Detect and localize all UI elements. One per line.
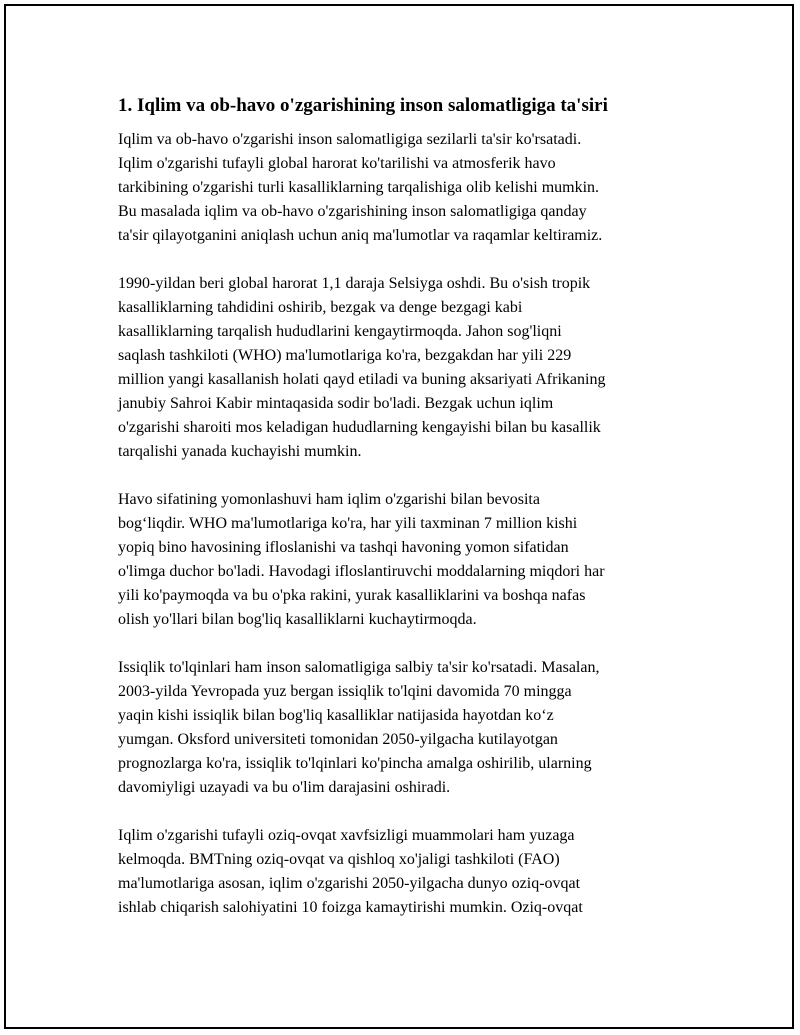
text-line: ta'sir qilayotganini aniqlash uchun aniq ma'lumotlar va raqamlar keltiramiz. [118, 227, 603, 244]
text-line: Iqlim o'zgarishi tufayli oziq-ovqat xavfsizligi muammolari ham yuzaga [118, 827, 575, 844]
text-line: davomiyligi uzayadi va bu o'lim darajasini oshiradi. [118, 779, 451, 796]
text-line: kasalliklarning tahdidini oshirib, bezgak va denge bezgagi kabi [118, 299, 523, 316]
paragraph-intro [118, 128, 688, 248]
text-line: Iqlim o'zgarishi tufayli global harorat ko'tarilishi va atmosferik havo [118, 155, 556, 172]
text-line: o'limga duchor bo'ladi. Havodagi ifloslantiruvchi moddalarning miqdori har [118, 563, 605, 580]
text-line: kasalliklarning tarqalish hududlarini kengaytirmoqda. Jahon sog'liqni [118, 323, 562, 340]
text-line: Issiqlik to'lqinlari ham inson salomatligiga salbiy ta'sir ko'rsatadi. Masalan, [118, 659, 600, 676]
text-line: 1990-yildan beri global harorat 1,1 daraja Selsiyga oshdi. Bu o'sish tropik [118, 275, 591, 292]
text-line: ma'lumotlariga asosan, iqlim o'zgarishi 2050-yilgacha dunyo oziq-ovqat [118, 875, 581, 892]
text-line: million yangi kasallanish holati qayd etiladi va buning aksariyati Afrikaning [118, 371, 606, 388]
text-line: ishlab chiqarish salohiyatini 10 foizga kamaytirishi mumkin. Oziq-ovqat [118, 899, 583, 916]
text-line: Havo sifatining yomonlashuvi ham iqlim o'zgarishi bilan bevosita [118, 491, 540, 508]
text-line: kelmoqda. BMTning oziq-ovqat va qishloq xo'jaligi tashkiloti (FAO) [118, 851, 560, 868]
section-title: 1. Iqlim va ob-havo o'zgarishining inson salomatligiga ta'siri [118, 95, 608, 116]
text-line: janubiy Sahroi Kabir mintaqasida sodir bo'ladi. Bezgak uchun iqlim [118, 395, 554, 412]
text-line: olish yo'llari bilan bog'liq kasalliklarni kuchaytirmoqda. [118, 611, 477, 628]
document-body [118, 94, 688, 944]
paragraph-malaria [118, 272, 688, 464]
text-line: tarqalishi yanada kuchayishi mumkin. [118, 443, 362, 460]
text-line: Bu masalada iqlim va ob-havo o'zgarishining inson salomatligiga qanday [118, 203, 587, 220]
text-line: yili ko'paymoqda va bu o'pka rakini, yurak kasalliklarini va boshqa nafas [118, 587, 586, 604]
text-line: Iqlim va ob-havo o'zgarishi inson salomatligiga sezilarli ta'sir ko'rsatadi. [118, 131, 582, 148]
text-line: yopiq bino havosining ifloslanishi va tashqi havoning yomon sifatidan [118, 539, 569, 556]
text-line: saqlash tashkiloti (WHO) ma'lumotlariga ko'ra, bezgakdan har yili 229 [118, 347, 572, 364]
paragraph-food-security [118, 824, 688, 920]
paragraph-air-quality [118, 488, 688, 632]
text-line: o'zgarishi sharoiti mos keladigan hududlarning kengayishi bilan bu kasallik [118, 419, 601, 436]
text-line: 2003-yilda Yevropada yuz bergan issiqlik to'lqini davomida 70 mingga [118, 683, 572, 700]
text-line: yumgan. Oksford universiteti tomonidan 2050-yilgacha kutilayotgan [118, 731, 558, 748]
text-line: prognozlarga ko'ra, issiqlik to'lqinlari ko'pincha amalga oshirilib, ularning [118, 755, 592, 772]
text-line: bog‘liqdir. WHO ma'lumotlariga ko'ra, har yili taxminan 7 million kishi [118, 515, 578, 532]
text-line: yaqin kishi issiqlik bilan bog'liq kasalliklar natijasida hayotdan ko‘z [118, 707, 554, 724]
text-line: tarkibining o'zgarishi turli kasalliklarning tarqalishiga olib kelishi mumkin. [118, 179, 600, 196]
paragraph-heat-waves [118, 656, 688, 800]
